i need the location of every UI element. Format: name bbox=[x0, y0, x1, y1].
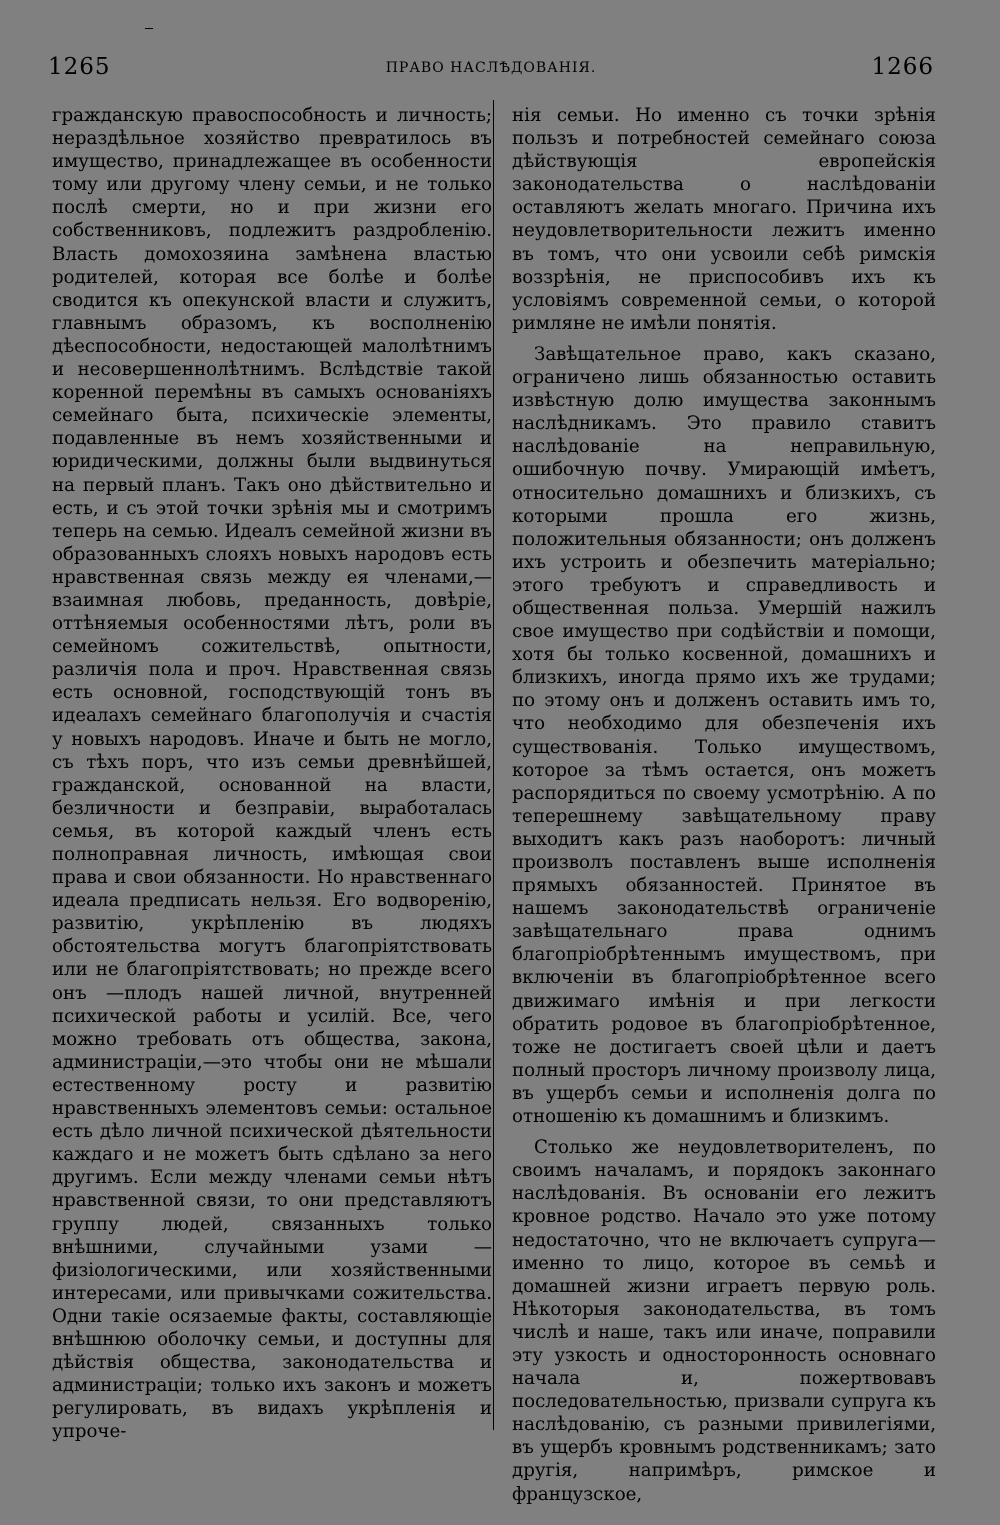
right-column bbox=[512, 104, 936, 1506]
paragraph: Столько же неудовлетворителенъ, по своимъ началамъ, и порядокъ законнаго наслѣдованія. Въ основаніи его лежитъ кровное родство. Начало это уже потому недостаточно, что не включаетъ супруга—именно то лицо, которое въ семьѣ и домашней жизни играетъ первую роль. Нѣкоторыя законодательства, въ томъ числѣ и наше, такъ или иначе, поправили эту узкость и односторонность основнаго начала и, пожертвовавъ последовательностью, призвали супруга къ наслѣдованію, съ разными привилегіями, въ ущербъ кровнымъ родственникамъ; зато другія, напримѣръ, римское и французское, bbox=[512, 1137, 936, 1505]
page-header bbox=[48, 54, 934, 86]
running-title: ПРАВО НАСЛѢДОВАНІЯ. bbox=[385, 60, 597, 76]
left-page-number: 1265 bbox=[48, 54, 111, 80]
column-divider bbox=[493, 100, 494, 1430]
paragraph: Завѣщательное право, какъ сказано, ограничено лишь обязанностью оставить извѣстную долю имущества законнымъ наслѣдникамъ. Это правило ставитъ наслѣдованіе на неправильную, ошибочную почву. Умирающій имѣетъ, относительно домашнихъ и близкихъ, съ которыми прошла его жизнь, положительныя обязанности; онъ долженъ ихъ устроить и обезпечить матеріально; этого требуютъ и справедливость и общественная польза. Умершій нажилъ свое имущество при содѣйствіи и помощи, хотя бы только косвенной, домашнихъ и близкихъ, иногда прямо ихъ же трудами; по этому онъ и долженъ оставить имъ то, что необходимо для обезпеченія ихъ существованія. Только имуществомъ, которое за тѣмъ остается, онъ можетъ распорядиться по своему усмотрѣнію. А по теперешнему завѣщательному праву выходитъ какъ разъ наоборотъ: личный произволъ поставленъ выше исполненія прямыхъ обязанностей. Принятое въ нашемъ законодательствѣ ограниченіе завѣщательнаго права однимъ благопріобрѣтеннымъ имуществомъ, при включеніи въ благопріобрѣтенное всего движимаго имѣнія и при легкости обратить родовое въ благопріобрѣтенное, тоже не достигаетъ своей цѣли и даетъ полный просторъ личному произволу лица, въ ущербъ семьи и исполненія долга по отношенію къ домашнимъ и близкимъ. bbox=[512, 343, 936, 1128]
left-column bbox=[52, 104, 492, 1443]
paragraph: нія семьи. Но именно съ точки зрѣнія пользъ и потребностей семейнаго союза дѣйствующія европейскія законодательства о наслѣдованіи оставляютъ желать многаго. Причина ихъ неудовлетворительности лежитъ именно въ томъ, что они усвоили себѣ римскія воззрѣнія, не приспособивъ ихъ къ условіямъ современной семьи, о которой римляне не имѣли понятія. bbox=[512, 105, 936, 334]
top-mark bbox=[145, 28, 153, 29]
right-page-number: 1266 bbox=[871, 54, 934, 80]
paragraph: гражданскую правоспособность и личность; нераздѣльное хозяйство превратилось въ имущество, принадлежащее въ особенности тому или другому члену семьи, и не только послѣ смерти, но и при жизни его собственниковъ, подлежитъ раздробленію. Власть домохозяина замѣнена властью родителей, которая все болѣе и болѣе сводится къ опекунской власти и служитъ, главнымъ образомъ, къ восполненію дѣеспособности, недостающей малолѣтнимъ и несовершеннолѣтнимъ. Вслѣдствіе такой коренной перемѣны въ самыхъ основаніяхъ семейнаго быта, психическіе элементы, подавленные въ немъ хозяйственными и юридическими, должны были выдвинуться на первый планъ. Такъ оно дѣйствительно и есть, и съ этой точки зрѣнія мы и смотримъ теперь на семью. Идеалъ семейной жизни въ образованныхъ слояхъ новыхъ народовъ есть нравственная связь между ея членами,—взаимная любовь, преданность, довѣріе, оттѣняемыя особенностями лѣтъ, роли въ семейномъ сожительствѣ, опытности, различія пола и проч. Нравственная связь есть основной, господствующій тонъ въ идеалахъ семейнаго благополучія и счастія у новыхъ народовъ. Иначе и быть не могло, съ тѣхъ поръ, что изъ семьи древнѣйшей, гражданской, основанной на власти, безличности и безправіи, выработалась семья, въ которой каждый членъ есть полноправная личность, имѣющая свои права и свои обязанности. Но нравственнаго идеала предписать нельзя. Его водворенію, развитію, укрѣпленію въ людяхъ обстоятельства могутъ благопріятствовать или не благопріятствовать; но прежде всего онъ —плодъ нашей личной, внутренней психической работы и усилій. Все, чего можно требовать отъ общества, закона, администраціи,—это чтобы они не мѣшали естественному росту и развитію нравственныхъ элементовъ семьи: остальное есть дѣло личной психической дѣятельности каждаго и не можетъ быть сдѣлано за него другимъ. Если между членами семьи нѣтъ нравственной связи, то они представляютъ группу людей, связанныхъ только внѣшними, случайными узами —физіологическими, или хозяйственными интересами, или привычками сожительства. Одни такіе осязаемые факты, составляющіе внѣшнюю оболочку семьи, и доступны для дѣйствія общества, законодательства и администраціи; только ихъ законъ и можетъ регулировать, въ видахъ укрѣпленія и упроче- bbox=[52, 105, 492, 1443]
